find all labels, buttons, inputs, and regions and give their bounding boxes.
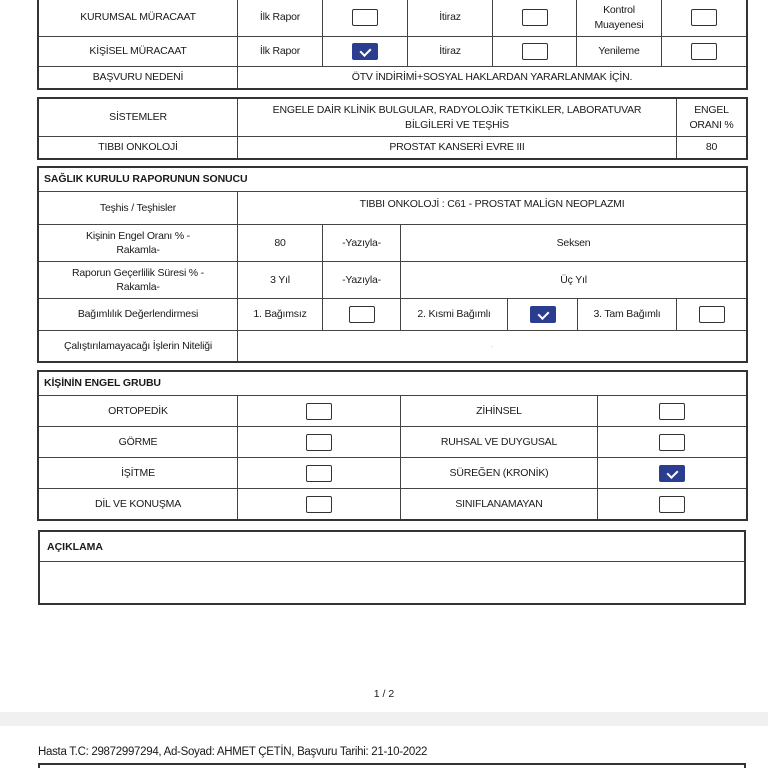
kisisel-itiraz-label: İtiraz bbox=[408, 37, 493, 67]
page-separator bbox=[0, 712, 768, 726]
result-table bbox=[38, 167, 747, 362]
gecerlilik-yaziyla-label: -Yazıyla- bbox=[323, 262, 401, 299]
ruhsal-label: RUHSAL VE DUYGUSAL bbox=[401, 427, 598, 458]
kisisel-ilk-rapor-label: İlk Rapor bbox=[238, 37, 323, 67]
bulgular-header: ENGELE DAİR KLİNİK BULGULAR, RADYOLOJİK TETKİKLER, LABORATUVAR BİLGİLERİ VE TEŞHİS bbox=[238, 99, 677, 137]
bagimlilik-label: Bağımlılık Değerlendirmesi bbox=[39, 299, 238, 331]
tam-bagimli-label: 3. Tam Bağımlı bbox=[578, 299, 677, 331]
kurumsal-ilk-rapor-checkbox[interactable] bbox=[352, 9, 378, 26]
engel-orani-label: Kişinin Engel Oranı % -Rakamla- bbox=[39, 225, 238, 262]
gecerlilik-yaziyla-value: Üç Yıl bbox=[401, 262, 747, 299]
engel-orani-value: 80 bbox=[238, 225, 323, 262]
dil-konusma-label: DİL VE KONUŞMA bbox=[39, 489, 238, 520]
gorme-label: GÖRME bbox=[39, 427, 238, 458]
bagimsiz-checkbox[interactable] bbox=[349, 306, 375, 323]
system-findings-cell: PROSTAT KANSERİ EVRE III bbox=[238, 137, 677, 159]
engel-orani-header: ENGEL ORANI % bbox=[677, 99, 747, 137]
siniflanamayan-checkbox[interactable] bbox=[659, 496, 685, 513]
kurumsal-itiraz-checkbox[interactable] bbox=[522, 9, 548, 26]
gecerlilik-label: Raporun Geçerlilik Süresi % -Rakamla- bbox=[39, 262, 238, 299]
report-page-2 bbox=[0, 726, 768, 768]
basvuru-nedeni-label: BAŞVURU NEDENİ bbox=[39, 67, 238, 89]
system-rate-cell: 80 bbox=[677, 137, 747, 159]
kontrol-muayenesi-checkbox[interactable] bbox=[691, 9, 717, 26]
systems-table bbox=[38, 98, 747, 159]
kurumsal-muracaat-label: KURUMSAL MÜRACAAT bbox=[39, 0, 238, 37]
application-table bbox=[38, 0, 747, 89]
page2-table-edge bbox=[38, 763, 746, 768]
tam-bagimli-checkbox[interactable] bbox=[699, 306, 725, 323]
isler-label: Çalıştırılamayacağı İşlerin Niteliği bbox=[39, 331, 238, 362]
yenileme-checkbox[interactable] bbox=[691, 43, 717, 60]
kisisel-muracaat-label: KİŞİSEL MÜRACAAT bbox=[39, 37, 238, 67]
disability-group-table bbox=[38, 371, 747, 520]
system-name-cell: TIBBI ONKOLOJİ bbox=[39, 137, 238, 159]
aciklama-title: AÇIKLAMA bbox=[40, 532, 744, 562]
dil-konusma-checkbox[interactable] bbox=[306, 496, 332, 513]
aciklama-section bbox=[38, 530, 746, 605]
gecerlilik-value: 3 Yıl bbox=[238, 262, 323, 299]
kurumsal-ilk-rapor-label: İlk Rapor bbox=[238, 0, 323, 37]
engel-orani-yaziyla-label: -Yazıyla- bbox=[323, 225, 401, 262]
suregen-checkbox[interactable] bbox=[659, 465, 685, 482]
page-number: 1 / 2 bbox=[373, 688, 395, 700]
teshis-value: TIBBI ONKOLOJİ : C61 - PROSTAT MALİGN NEOPLAZMI bbox=[238, 192, 747, 225]
kismi-bagimli-label: 2. Kısmi Bağımlı bbox=[401, 299, 508, 331]
ruhsal-checkbox[interactable] bbox=[659, 434, 685, 451]
kisisel-ilk-rapor-checkbox[interactable] bbox=[352, 43, 378, 60]
suregen-label: SÜREĞEN (KRONİK) bbox=[401, 458, 598, 489]
isitme-checkbox[interactable] bbox=[306, 465, 332, 482]
kurumsal-itiraz-label: İtiraz bbox=[408, 0, 493, 37]
gorme-checkbox[interactable] bbox=[306, 434, 332, 451]
yenileme-label: Yenileme bbox=[577, 37, 662, 67]
zihinsel-label: ZİHİNSEL bbox=[401, 396, 598, 427]
result-section-title: SAĞLIK KURULU RAPORUNUN SONUCU bbox=[39, 168, 747, 192]
ortopedik-label: ORTOPEDİK bbox=[39, 396, 238, 427]
kisisel-itiraz-checkbox[interactable] bbox=[522, 43, 548, 60]
bagimsiz-label: 1. Bağımsız bbox=[238, 299, 323, 331]
isler-value: . bbox=[238, 331, 747, 362]
engel-orani-yaziyla-value: Seksen bbox=[401, 225, 747, 262]
group-section-title: KİŞİNİN ENGEL GRUBU bbox=[39, 372, 747, 396]
zihinsel-checkbox[interactable] bbox=[659, 403, 685, 420]
siniflanamayan-label: SINIFLANAMAYAN bbox=[401, 489, 598, 520]
sistemler-header: SİSTEMLER bbox=[39, 99, 238, 137]
basvuru-nedeni-value: ÖTV İNDİRİMİ+SOSYAL HAKLARDAN YARARLANMAK İÇİN. bbox=[238, 67, 747, 89]
kontrol-muayenesi-label: Kontrol Muayenesi bbox=[577, 0, 662, 37]
kismi-bagimli-checkbox[interactable] bbox=[530, 306, 556, 323]
teshis-label: Teşhis / Teşhisler bbox=[39, 192, 238, 225]
patient-header: Hasta T.C: 29872997294, Ad-Soyad: AHMET ÇETİN, Başvuru Tarihi: 21-10-2022 bbox=[38, 746, 428, 758]
isitme-label: İŞİTME bbox=[39, 458, 238, 489]
ortopedik-checkbox[interactable] bbox=[306, 403, 332, 420]
